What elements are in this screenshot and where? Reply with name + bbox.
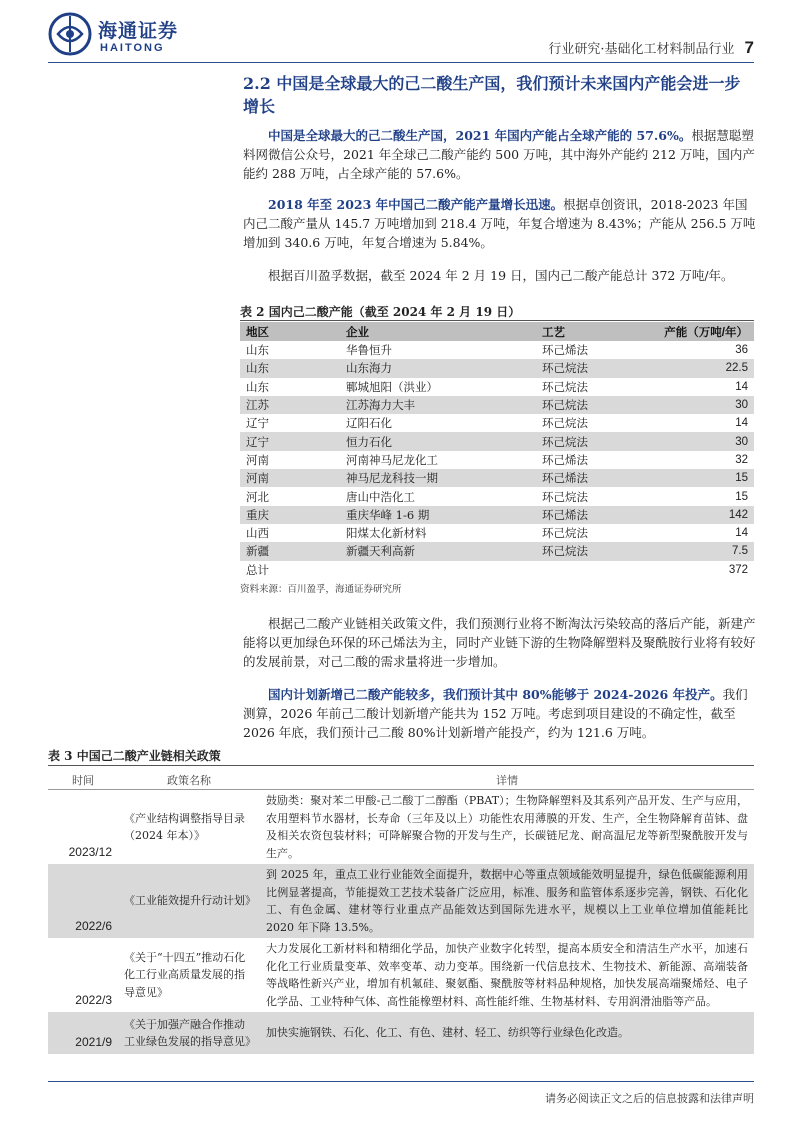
haitong-logo-icon xyxy=(48,12,92,56)
col-date: 时间 xyxy=(48,770,118,790)
cell-process: 环己烷法 xyxy=(536,396,648,414)
cell-company: 唐山中浩化工 xyxy=(346,489,415,504)
cell-policy: 《工业能效提升行动计划》 xyxy=(118,864,260,938)
cell-process: 环己烯法 xyxy=(536,506,648,524)
cell-region: 辽宁 xyxy=(240,432,340,450)
table-header-row xyxy=(240,322,754,341)
paragraph-1-lead: 中国是全球最大的己二酸生产国，2021 年国内产能占全球产能的 57.6%。 xyxy=(268,128,692,143)
logo-chinese-name: 海通证券 xyxy=(98,20,179,42)
table-2-rule xyxy=(240,320,754,321)
capacity-table xyxy=(240,322,754,579)
cell-process: 环己烷法 xyxy=(536,542,648,560)
paragraph-4: 根据己二酸产业链相关政策文件，我们预测行业将不断淘汰污染较高的落后产能，新建产能将以更加绿色环保的环己烯法为主，同时产业链下游的生物降解塑料及聚酰胺行业将有较好的发展前景，对己二酸的需求量将进一步增加。 xyxy=(243,616,756,669)
cell-date: 2021/9 xyxy=(48,1012,118,1054)
cell-policy: 《产业结构调整指导目录（2024 年本）》 xyxy=(124,811,245,842)
table-2-source: 资料来源：百川盈孚，海通证券研究所 xyxy=(240,584,402,595)
page-number: 7 xyxy=(744,38,754,57)
cell-date: 2022/3 xyxy=(75,992,112,1007)
cell-process: 环己烷法 xyxy=(542,489,588,504)
cell-detail: 加快实施钢铁、石化、化工、有色、建材、轻工、纺织等行业绿色化改造。 xyxy=(260,1012,754,1054)
paragraph-3: 根据百川盈孚数据，截至 2024 年 2 月 19 日，国内己二酸产能总计 372 万吨/年。 xyxy=(268,268,734,283)
cell-company: 新疆天利高新 xyxy=(340,542,536,560)
cell-capacity: 32 xyxy=(735,453,748,466)
paragraph-1 xyxy=(243,126,759,183)
paragraph-2-lead: 2018 年至 2023 年中国己二酸产能产量增长迅速。 xyxy=(268,197,564,212)
cell-process: 环己烷法 xyxy=(542,526,588,541)
table-row xyxy=(240,451,754,469)
empty-cell xyxy=(340,561,536,579)
policy-table xyxy=(48,770,754,1054)
table-row xyxy=(240,359,754,377)
table-row xyxy=(240,487,754,505)
cell-company: 鄆城旭阳（洪业） xyxy=(346,379,438,394)
cell-policy: 《关于加强产融合作推动工业绿色发展的指导意见》 xyxy=(118,1012,260,1054)
cell-region: 山东 xyxy=(240,359,340,377)
cell-detail: 大力发展化工新材料和精细化学品，加快产业数字化转型，提高本质安全和清洁生产水平，加速石化化工行业质量变革、效率变革、动力变革。围绕新一代信息技术、生物技术、新能源、高端装备等战略性新兴产业，增加有机氟硅、聚氨酯、聚酰胺等材料品种规格，加快发展高端聚烯烃、电子化学品、工业特种气体、高性能橡塑材料、高性能纤维、生物基材料、专用润滑油脂等产品。 xyxy=(266,942,748,1008)
cell-region: 河北 xyxy=(246,489,269,504)
cell-date: 2023/12 xyxy=(68,844,112,859)
cell-region: 辽宁 xyxy=(246,416,269,431)
cell-process: 环己烯法 xyxy=(542,452,588,467)
header-divider xyxy=(48,62,754,63)
cell-region: 山东 xyxy=(246,379,269,394)
cell-company: 恒力石化 xyxy=(340,432,536,450)
table-row xyxy=(240,506,754,524)
section-title: 2.2 中国是全球最大的己二酸生产国，我们预计未来国内产能会进一步增长 xyxy=(243,74,741,116)
cell-region: 河南 xyxy=(240,469,340,487)
table-row xyxy=(240,414,754,432)
cell-detail: 鼓励类：聚对苯二甲酸-己二酸丁二醇酯（PBAT）；生物降解塑料及其系列产品开发、生产与应用，农用塑料节水器材，长寿命（三年及以上）功能性农用薄膜的开发、生产，全生物降解育苗钵、盘及相关农资包装材料；可降解聚合物的开发与生产，长碳链尼龙、耐高温尼龙等新型聚酰胺开发与生产。 xyxy=(266,794,748,860)
table-2-caption: 表 2 国内己二酸产能（截至 2024 年 2 月 19 日） xyxy=(240,305,521,319)
cell-detail: 到 2025 年，重点工业行业能效全面提升，数据中心等重点领域能效明显提升，绿色低碳能源利用比例显著提高，节能提效工艺技术装备广泛应用，标准、服务和监管体系逐步完善，钢铁、石化化工、有色金属、建材等行业重点产品能效达到国际先进水平，规模以上工业单位增加值能耗比 2020 年下降 13.5%。 xyxy=(260,864,754,938)
col-detail: 详情 xyxy=(260,770,754,790)
table-row xyxy=(240,524,754,542)
cell-company: 神马尼龙科技一期 xyxy=(340,469,536,487)
total-label: 总计 xyxy=(246,562,269,577)
cell-region: 山东 xyxy=(246,343,269,358)
table-row xyxy=(240,396,754,414)
cell-capacity: 7.5 xyxy=(648,542,754,560)
cell-company: 江苏海力大丰 xyxy=(340,396,536,414)
header-category xyxy=(548,38,754,58)
paragraph-5-lead: 国内计划新增己二酸产能较多，我们预计其中 80%能够于 2024-2026 年投产。 xyxy=(268,687,723,702)
cell-company: 山东海力 xyxy=(340,359,536,377)
category-label: 行业研究·基础化工材料制品行业 xyxy=(548,42,735,57)
cell-company: 重庆华峰 1-6 期 xyxy=(340,506,536,524)
table-row xyxy=(240,378,754,396)
cell-policy: 《关于“十四五”推动石化化工行业高质量发展的指导意见》 xyxy=(124,950,246,999)
cell-company: 辽阳石化 xyxy=(346,416,392,431)
table-row xyxy=(240,341,754,359)
col-capacity: 产能（万吨/年） xyxy=(648,322,754,341)
cell-capacity: 22.5 xyxy=(648,359,754,377)
cell-capacity: 30 xyxy=(648,396,754,414)
cell-process: 环己烷法 xyxy=(536,432,648,450)
paragraph-2-body: 根据卓创资讯，2018-2023 年国内己二酸产量从 145.7 万吨增加到 218.4 万吨，年复合增速为 8.43%；产能从 256.5 万吨增加到 340.6 万吨，年复合增速为 5.84%。 xyxy=(243,197,756,250)
total-value: 372 xyxy=(728,563,748,576)
cell-region: 江苏 xyxy=(240,396,340,414)
cell-region: 新疆 xyxy=(240,542,340,560)
col-region: 地区 xyxy=(240,322,340,341)
footer-disclaimer: 请务必阅读正文之后的信息披露和法律声明 xyxy=(545,1092,754,1105)
cell-process: 环己烯法 xyxy=(536,469,648,487)
logo-english-name: HAITONG xyxy=(100,42,165,54)
cell-process: 环己烷法 xyxy=(536,359,648,377)
cell-capacity: 15 xyxy=(648,469,754,487)
empty-cell xyxy=(536,561,648,579)
cell-capacity: 36 xyxy=(735,344,748,357)
cell-capacity: 15 xyxy=(735,490,748,503)
cell-capacity: 14 xyxy=(735,417,748,430)
col-company: 企业 xyxy=(340,322,536,341)
cell-process: 环己烷法 xyxy=(542,416,588,431)
cell-region: 河南 xyxy=(246,452,269,467)
cell-company: 阳煤太化新材料 xyxy=(346,526,427,541)
cell-region: 山西 xyxy=(246,526,269,541)
table-row xyxy=(240,469,754,487)
table-row xyxy=(240,432,754,450)
company-logo xyxy=(48,12,188,64)
policy-row xyxy=(48,938,754,1012)
table-header-row xyxy=(48,770,754,790)
cell-company: 华鲁恒升 xyxy=(346,343,392,358)
table-3-caption: 表 3 中国己二酸产业链相关政策 xyxy=(48,749,221,763)
policy-row xyxy=(48,864,754,938)
policy-row xyxy=(48,1012,754,1054)
policy-row xyxy=(48,790,754,865)
cell-capacity: 30 xyxy=(648,432,754,450)
paragraph-2 xyxy=(243,195,759,252)
cell-process: 环己烷法 xyxy=(542,379,588,394)
table-row xyxy=(240,542,754,560)
footer-divider xyxy=(48,1081,754,1082)
cell-region: 重庆 xyxy=(240,506,340,524)
cell-capacity: 14 xyxy=(735,527,748,540)
paragraph-5 xyxy=(243,685,759,742)
table-total-row xyxy=(240,561,754,579)
paragraph-5-body: 我们测算，2026 年前己二酸计划新增产能共为 152 万吨。考虑到项目建设的不确定性，截至 2026 年底，我们预计己二酸 80%计划新增产能投产，约为 121.6 万吨。 xyxy=(243,687,748,740)
cell-capacity: 14 xyxy=(735,380,748,393)
cell-capacity: 142 xyxy=(648,506,754,524)
cell-date: 2022/6 xyxy=(48,864,118,938)
paragraph-1-body: 根据慧聪塑料网微信公众号，2021 年全球己二酸产能约 500 万吨，其中海外产能约 212 万吨，国内产能约 288 万吨，占全球产能的 57.6%。 xyxy=(243,128,755,181)
cell-process: 环己烯法 xyxy=(542,343,588,358)
col-process: 工艺 xyxy=(536,322,648,341)
col-policy: 政策名称 xyxy=(118,770,260,790)
table-3-rule xyxy=(48,765,754,766)
cell-company: 河南神马尼龙化工 xyxy=(346,452,438,467)
